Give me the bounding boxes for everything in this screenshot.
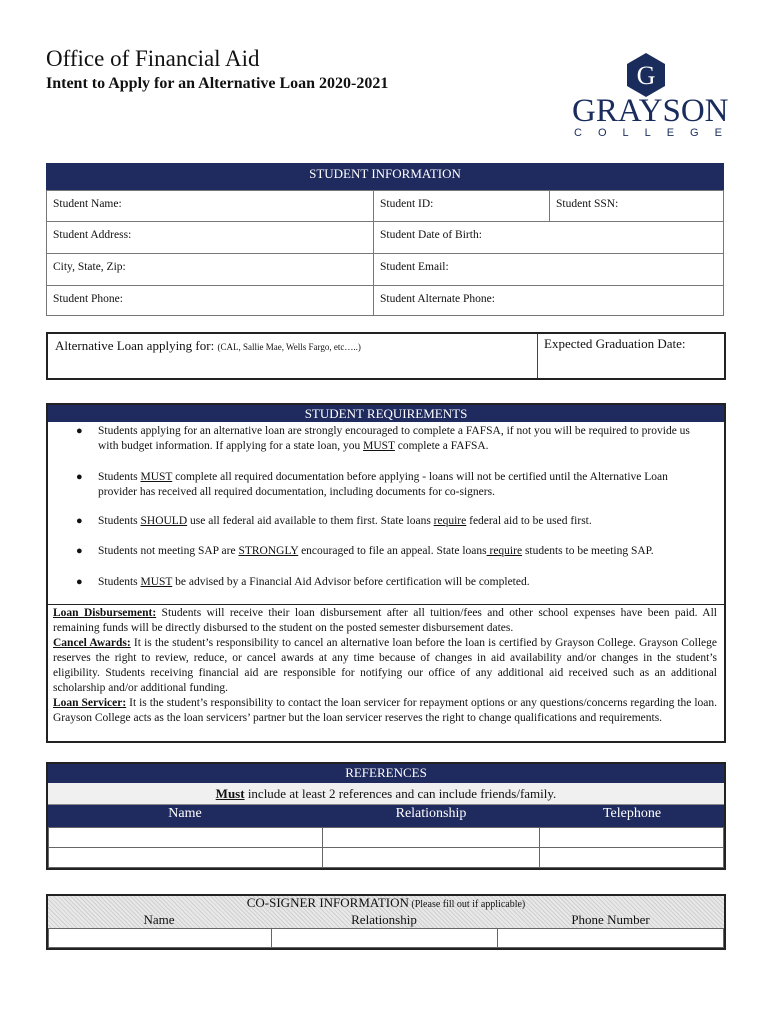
cosigner-col-relationship: Relationship	[351, 912, 417, 927]
form-title: Intent to Apply for an Alternative Loan 2020-2021	[46, 75, 389, 92]
city-state-zip-field[interactable]: City, State, Zip:	[46, 253, 374, 286]
loan-field[interactable]	[55, 338, 361, 354]
cosigner-col-name: Name	[143, 912, 175, 927]
ref-col-telephone: Telephone	[602, 806, 662, 821]
ref1-relationship-input[interactable]	[322, 827, 540, 848]
references-heading: REFERENCES	[48, 764, 724, 783]
requirement-item: ● Students MUST be advised by a Financial Aid Advisor before certification will be completed.	[76, 576, 530, 588]
logo-subtitle: C O L L E G E	[574, 127, 722, 139]
student-email-field[interactable]: Student Email:	[373, 253, 724, 286]
disbursement-paragraph: Loan Disbursement: Students will receive their loan disbursement after all tuition/fees and other school expenses have been paid. All remaining funds will be directly disbursed to the student on the posted semester disbursement dates.	[53, 607, 717, 634]
ref2-telephone-input[interactable]	[539, 847, 724, 868]
student-name-field[interactable]: Student Name:	[46, 190, 374, 222]
student-ssn-field[interactable]: Student SSN:	[549, 190, 724, 222]
cosigner-col-phone: Phone Number	[571, 912, 650, 927]
requirements-heading: STUDENT REQUIREMENTS	[48, 405, 724, 422]
loan-label: Alternative Loan applying for:	[55, 338, 215, 353]
cosigner-relationship-input[interactable]	[271, 928, 498, 948]
requirements-list	[76, 424, 698, 609]
ref1-name-input[interactable]	[48, 827, 323, 848]
student-alt-phone-field[interactable]: Student Alternate Phone:	[373, 285, 724, 316]
student-address-field[interactable]: Student Address:	[46, 221, 374, 254]
student-info-heading: STUDENT INFORMATION	[46, 163, 724, 190]
student-id-field[interactable]: Student ID:	[373, 190, 550, 222]
requirement-item: ● Students not meeting SAP are STRONGLY encouraged to file an appeal. State loans require students to be meeting SAP.	[76, 545, 654, 557]
graduation-date-field[interactable]: Expected Graduation Date:	[544, 336, 686, 351]
requirement-item: ● Students applying for an alternative loan are strongly encouraged to complete a FAFSA, if not you will be required to provide us with budget information. If applying for a state loan, you MUST complete a FAFSA.	[76, 425, 690, 452]
cancel-awards-paragraph: Cancel Awards: It is the student’s responsibility to cancel an alternative loan before the loan is certified by Grayson College. Grayson College reserves the right to review, reduce, or cancel awards at any time because of changes in aid availability and/or changes in the student’s eligibility. Students receiving financial aid are responsible for notifying our office of any additional aid received such as an additional scholarship and/or additional funding.	[53, 637, 717, 694]
logo-letter: G	[636, 61, 656, 90]
loan-servicer-paragraph: Loan Servicer: It is the student’s responsibility to contact the loan servicer for repayment options or any questions/concerns regarding the loan. Grayson College acts as the loan servicers’ partner but the loan servicer reserves the right to change qualifications and requirements.	[53, 697, 717, 724]
cosigner-phone-input[interactable]	[497, 928, 724, 948]
student-dob-field[interactable]: Student Date of Birth:	[373, 221, 724, 254]
cosigner-name-input[interactable]	[48, 928, 272, 948]
ref2-relationship-input[interactable]	[322, 847, 540, 868]
ref-col-relationship: Relationship	[395, 806, 467, 821]
grayson-shield-icon	[625, 52, 667, 98]
requirements-divider	[48, 604, 724, 605]
requirement-item: ● Students SHOULD use all federal aid available to them first. State loans require federal aid to be used first.	[76, 515, 592, 527]
student-phone-field[interactable]: Student Phone:	[46, 285, 374, 316]
logo-wordmark: GRAYSON	[572, 93, 729, 129]
cosigner-heading: CO-SIGNER INFORMATION (Please fill out if applicable)	[246, 895, 526, 910]
ref1-telephone-input[interactable]	[539, 827, 724, 848]
loan-divider	[537, 334, 538, 378]
ref2-name-input[interactable]	[48, 847, 323, 868]
requirement-item: ● Students MUST complete all required documentation before applying - loans will not be certified until the Alternative Loan provider has received all required documentation, including documents for co-signers.	[76, 471, 668, 498]
office-title: Office of Financial Aid	[46, 46, 260, 71]
references-note: Must include at least 2 references and can include friends/family.	[48, 783, 724, 805]
ref-col-name: Name	[168, 806, 202, 821]
loan-hint: (CAL, Sallie Mae, Wells Fargo, etc…..)	[217, 342, 361, 352]
